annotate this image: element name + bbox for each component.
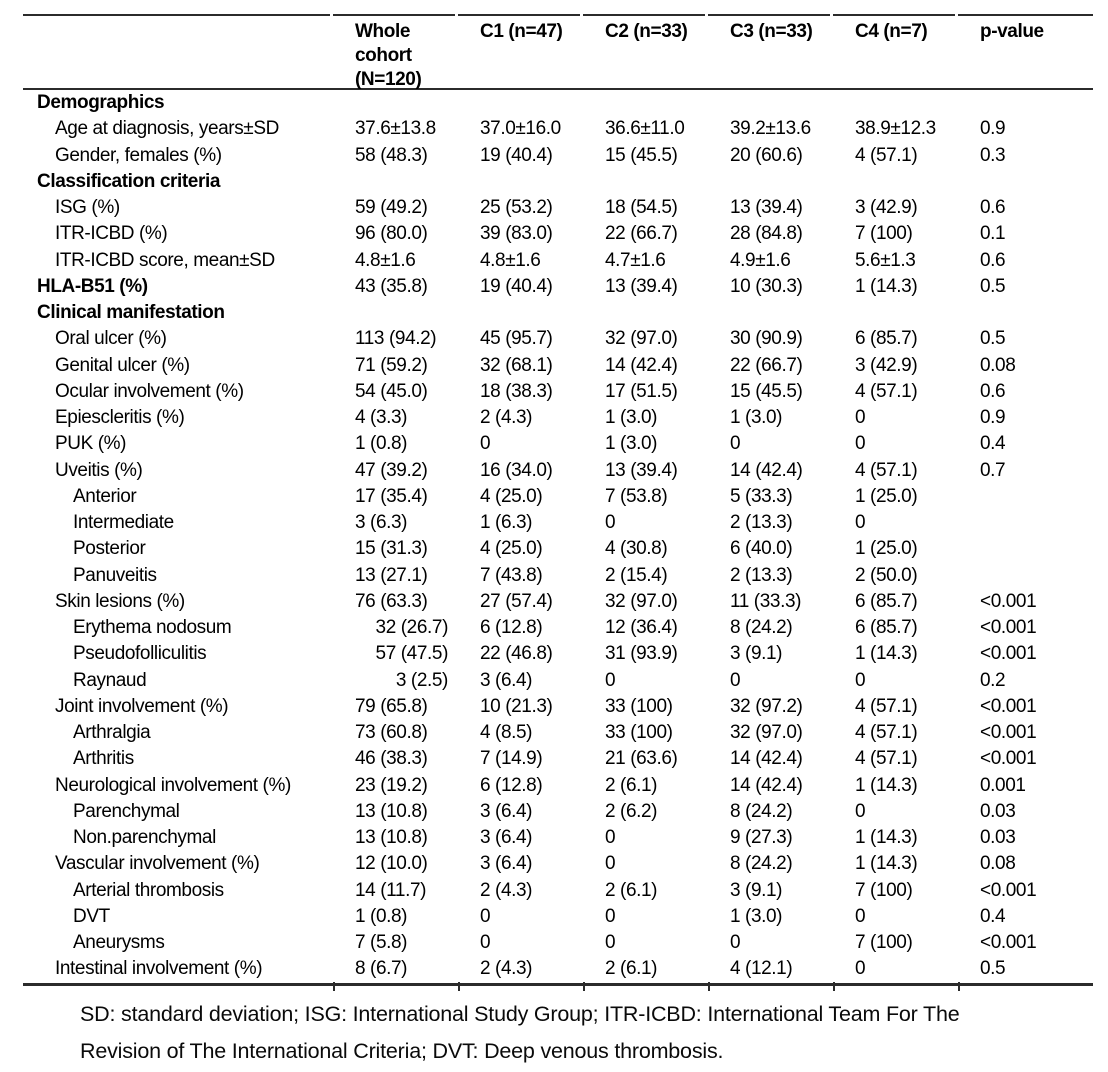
- value-c4: 7 (100): [855, 932, 913, 953]
- value-c1: [458, 300, 583, 326]
- value-c3: 9 (27.3): [730, 827, 793, 848]
- row-label: Clinical manifestation: [37, 302, 225, 323]
- value-c4: [833, 90, 958, 116]
- value-c3: 32 (97.2): [730, 695, 803, 717]
- value-whole-cohort: 46 (38.3): [355, 748, 428, 770]
- value-c2: 36.6±11.0: [605, 118, 685, 140]
- value-c2: [583, 90, 708, 116]
- value-whole-cohort: 73 (60.8): [355, 722, 428, 743]
- value-whole-cohort: 1 (0.8): [355, 905, 408, 927]
- value-p: 0.03: [980, 827, 1016, 848]
- value-c4: 4 (57.1): [855, 695, 918, 717]
- value-c1: 39 (83.0): [480, 223, 553, 245]
- value-c1: 19 (40.4): [480, 275, 553, 297]
- value-c3: 3 (9.1): [730, 879, 783, 901]
- value-whole-cohort: 32 (26.7): [375, 617, 448, 638]
- row-label: Aneurysms: [73, 932, 165, 953]
- value-c2: 31 (93.9): [605, 643, 678, 665]
- value-whole-cohort: 4.8±1.6: [355, 249, 416, 271]
- row-label: Raynaud: [73, 669, 147, 691]
- value-p: 0.9: [980, 407, 1006, 428]
- value-p: 0.5: [980, 275, 1006, 297]
- row-label: Joint involvement (%): [55, 695, 229, 717]
- value-p: 0.08: [980, 853, 1016, 875]
- value-c4: 1 (14.3): [855, 275, 918, 297]
- value-c2: 32 (97.0): [605, 590, 678, 612]
- value-c4: [833, 169, 958, 195]
- table-row: [23, 510, 1093, 536]
- value-c2: 4 (30.8): [605, 538, 668, 560]
- value-c3: 0: [730, 669, 741, 691]
- value-c1: 4 (8.5): [480, 722, 533, 743]
- table-row: [23, 773, 1093, 799]
- value-c2: 4.7±1.6: [605, 249, 666, 271]
- value-c4: 0: [855, 512, 866, 533]
- row-label: Uveitis (%): [55, 459, 143, 481]
- value-c4: 0: [855, 407, 866, 428]
- value-p: 0.5: [980, 328, 1006, 350]
- value-c4: 7 (100): [855, 879, 913, 901]
- value-c4: 1 (14.3): [855, 853, 918, 875]
- value-c3: [708, 169, 833, 195]
- row-label: Intermediate: [73, 512, 174, 533]
- column-header-p-value: p-value: [980, 21, 1044, 42]
- value-c2: 13 (39.4): [605, 459, 678, 481]
- row-label: Panuveitis: [73, 564, 157, 586]
- value-whole-cohort: 59 (49.2): [355, 197, 428, 218]
- value-c2: 2 (6.1): [605, 958, 658, 980]
- value-c2: 1 (3.0): [605, 433, 658, 455]
- value-c1: 27 (57.4): [480, 590, 553, 612]
- value-c2: 13 (39.4): [605, 275, 678, 297]
- value-whole-cohort: 71 (59.2): [355, 354, 428, 376]
- value-p: 0.7: [980, 459, 1006, 481]
- value-c1: 3 (6.4): [480, 669, 533, 691]
- value-whole-cohort: 43 (35.8): [355, 275, 428, 297]
- table-row: [23, 195, 1093, 221]
- value-c1: 37.0±16.0: [480, 118, 561, 140]
- row-label: Oral ulcer (%): [55, 328, 167, 350]
- value-c3: 3 (9.1): [730, 643, 783, 665]
- value-p: <0.001: [980, 748, 1037, 770]
- value-whole-cohort: [333, 300, 458, 326]
- column-divider-tick: [583, 982, 585, 991]
- value-c2: 21 (63.6): [605, 748, 678, 770]
- value-c3: 11 (33.3): [730, 590, 802, 612]
- value-c2: 2 (6.2): [605, 800, 658, 822]
- value-c2: 0: [605, 932, 616, 953]
- table-row: [23, 799, 1093, 825]
- cohort-table: [23, 14, 1093, 986]
- value-c4: 1 (25.0): [855, 538, 918, 560]
- table-body: [23, 90, 1093, 983]
- value-c2: [583, 169, 708, 195]
- value-c1: 2 (4.3): [480, 407, 533, 428]
- value-c2: 0: [605, 905, 616, 927]
- value-c3: [708, 90, 833, 116]
- value-p: 0.001: [980, 774, 1026, 796]
- value-c3: 14 (42.4): [730, 774, 803, 796]
- value-c1: 7 (14.9): [480, 748, 543, 770]
- value-p: 0.9: [980, 118, 1006, 140]
- table-row: [23, 641, 1093, 667]
- value-whole-cohort: 79 (65.8): [355, 695, 428, 717]
- column-header-whole-cohort: Whole cohort (N=120): [355, 21, 422, 90]
- value-p: 0.3: [980, 144, 1006, 166]
- value-whole-cohort: [333, 90, 458, 116]
- value-c3: 30 (90.9): [730, 328, 803, 350]
- value-p: 0.5: [980, 958, 1006, 980]
- row-label: DVT: [73, 905, 110, 927]
- value-c3: 22 (66.7): [730, 354, 803, 376]
- value-p: [958, 563, 1093, 589]
- row-label: Parenchymal: [73, 800, 180, 822]
- table-row: [23, 563, 1093, 589]
- table-row: [23, 694, 1093, 720]
- value-whole-cohort: 37.6±13.8: [355, 118, 436, 140]
- value-c2: 12 (36.4): [605, 617, 678, 638]
- value-c4: 4 (57.1): [855, 722, 918, 743]
- value-c2: 2 (15.4): [605, 564, 668, 586]
- value-c3: 14 (42.4): [730, 459, 803, 481]
- value-c3: 1 (3.0): [730, 407, 783, 428]
- value-c4: 4 (57.1): [855, 459, 918, 481]
- value-p: 0.4: [980, 433, 1006, 455]
- table-row: [23, 536, 1093, 562]
- table-row: [23, 326, 1093, 352]
- value-c2: 0: [605, 853, 616, 875]
- value-c1: [458, 169, 583, 195]
- table-row: [23, 930, 1093, 956]
- value-p: <0.001: [980, 722, 1037, 743]
- value-c4: 1 (14.3): [855, 827, 918, 848]
- value-c3: 15 (45.5): [730, 380, 803, 402]
- value-c2: 14 (42.4): [605, 354, 678, 376]
- value-p: 0.08: [980, 354, 1016, 376]
- value-c1: 0: [480, 932, 491, 953]
- row-label: Posterior: [73, 538, 146, 560]
- value-c3: 0: [730, 433, 741, 455]
- value-p: <0.001: [980, 590, 1037, 612]
- value-c2: 33 (100): [605, 695, 673, 717]
- value-p: [958, 510, 1093, 536]
- value-whole-cohort: 58 (48.3): [355, 144, 428, 166]
- value-c3: 2 (13.3): [730, 512, 793, 533]
- value-c3: 39.2±13.6: [730, 118, 811, 140]
- value-c4: 2 (50.0): [855, 564, 918, 586]
- value-c1: 1 (6.3): [480, 512, 533, 533]
- value-c3: 2 (13.3): [730, 564, 793, 586]
- table-row: [23, 589, 1093, 615]
- value-c4: 4 (57.1): [855, 144, 918, 166]
- table-row: [23, 484, 1093, 510]
- value-c1: 2 (4.3): [480, 958, 533, 980]
- value-c1: 10 (21.3): [480, 695, 553, 717]
- table-footnote: SD: standard deviation; ISG: International Study Group; ITR-ICBD: International Team For The Revision of The International Criteria; DVT: Deep venous thrombosis.: [80, 1002, 960, 1063]
- value-whole-cohort: 12 (10.0): [355, 853, 428, 875]
- value-c1: 4.8±1.6: [480, 249, 541, 271]
- value-p: <0.001: [980, 617, 1037, 638]
- table-row: [23, 405, 1093, 431]
- value-c1: 6 (12.8): [480, 774, 543, 796]
- value-c1: 25 (53.2): [480, 197, 553, 218]
- value-c1: 3 (6.4): [480, 827, 533, 848]
- value-whole-cohort: 13 (10.8): [355, 800, 428, 822]
- row-label: Epiescleritis (%): [55, 407, 185, 428]
- value-p: <0.001: [980, 643, 1037, 665]
- row-label: Demographics: [37, 92, 165, 113]
- value-c1: 6 (12.8): [480, 617, 543, 638]
- value-c1: 2 (4.3): [480, 879, 533, 901]
- table-row: [23, 458, 1093, 484]
- value-whole-cohort: 96 (80.0): [355, 223, 428, 245]
- value-c2: 15 (45.5): [605, 144, 678, 166]
- value-c4: 4 (57.1): [855, 748, 918, 770]
- value-whole-cohort: 14 (11.7): [355, 879, 427, 901]
- row-label: ISG (%): [55, 197, 120, 218]
- value-c4: 4 (57.1): [855, 380, 918, 402]
- table-row: [23, 248, 1093, 274]
- value-c3: [708, 300, 833, 326]
- value-c3: 8 (24.2): [730, 853, 793, 875]
- value-c3: 10 (30.3): [730, 275, 803, 297]
- row-label: Erythema nodosum: [73, 617, 232, 638]
- column-header-c2: C2 (n=33): [605, 21, 688, 42]
- column-divider-tick: [458, 982, 460, 991]
- value-c2: 2 (6.1): [605, 879, 658, 901]
- row-label: Gender, females (%): [55, 144, 222, 166]
- value-c4: [833, 300, 958, 326]
- row-label: PUK (%): [55, 433, 127, 455]
- value-c4: 0: [855, 669, 866, 691]
- value-c3: 13 (39.4): [730, 197, 803, 218]
- row-label: HLA-B51 (%): [37, 275, 148, 297]
- table-row: [23, 825, 1093, 851]
- value-p: 0.6: [980, 249, 1006, 271]
- value-c1: 4 (25.0): [480, 538, 543, 560]
- value-c4: 3 (42.9): [855, 354, 918, 376]
- value-whole-cohort: 54 (45.0): [355, 380, 428, 402]
- value-c4: 6 (85.7): [855, 590, 918, 612]
- value-c3: 8 (24.2): [730, 617, 793, 638]
- value-whole-cohort: 4 (3.3): [355, 407, 408, 428]
- row-label: Age at diagnosis, years±SD: [55, 118, 279, 140]
- value-c1: 3 (6.4): [480, 800, 533, 822]
- table-row: [23, 668, 1093, 694]
- value-whole-cohort: 113 (94.2): [355, 328, 437, 350]
- value-whole-cohort: 13 (10.8): [355, 827, 428, 848]
- row-label: Arthritis: [73, 748, 134, 770]
- value-c3: 1 (3.0): [730, 905, 783, 927]
- value-c1: 18 (38.3): [480, 380, 553, 402]
- value-c1: [458, 90, 583, 116]
- value-p: 0.03: [980, 800, 1016, 822]
- column-header-c4: C4 (n=7): [855, 21, 928, 42]
- table-row: [23, 615, 1093, 641]
- value-c2: 0: [605, 827, 616, 848]
- value-p: [958, 90, 1093, 116]
- table-row: [23, 221, 1093, 247]
- value-whole-cohort: 15 (31.3): [355, 538, 428, 560]
- value-c4: 1 (14.3): [855, 643, 918, 665]
- section-row: [23, 90, 1093, 116]
- value-c1: 45 (95.7): [480, 328, 553, 350]
- value-c2: 22 (66.7): [605, 223, 678, 245]
- value-c4: 38.9±12.3: [855, 118, 936, 140]
- column-header-c3: C3 (n=33): [730, 21, 813, 42]
- value-whole-cohort: 23 (19.2): [355, 774, 428, 796]
- value-c4: 7 (100): [855, 223, 913, 245]
- value-c2: 1 (3.0): [605, 407, 658, 428]
- row-label: Non.parenchymal: [73, 827, 216, 848]
- table-row: [23, 956, 1093, 982]
- value-c4: 6 (85.7): [855, 617, 918, 638]
- value-c2: 33 (100): [605, 722, 673, 743]
- value-c2: 7 (53.8): [605, 485, 668, 507]
- column-divider-tick: [833, 982, 835, 991]
- section-row: [23, 169, 1093, 195]
- value-c1: 16 (34.0): [480, 459, 553, 481]
- value-c4: 3 (42.9): [855, 197, 918, 218]
- value-c3: 4.9±1.6: [730, 249, 791, 271]
- table-row: [23, 720, 1093, 746]
- value-whole-cohort: 57 (47.5): [375, 643, 448, 665]
- row-label: Genital ulcer (%): [55, 354, 190, 376]
- column-divider-tick: [708, 982, 710, 991]
- row-label: Arterial thrombosis: [73, 879, 224, 901]
- value-c3: 5 (33.3): [730, 485, 793, 507]
- value-p: 0.6: [980, 380, 1006, 402]
- row-label: Skin lesions (%): [55, 590, 185, 612]
- value-whole-cohort: 1 (0.8): [355, 433, 408, 455]
- table-row: [23, 851, 1093, 877]
- column-header-c1: C1 (n=47): [480, 21, 563, 42]
- value-c1: 0: [480, 433, 491, 455]
- value-p: [958, 169, 1093, 195]
- value-c3: 28 (84.8): [730, 223, 803, 245]
- row-label: Classification criteria: [37, 170, 220, 192]
- row-label: Pseudofolliculitis: [73, 643, 207, 665]
- row-label: Ocular involvement (%): [55, 380, 244, 402]
- value-c1: 32 (68.1): [480, 354, 553, 376]
- value-whole-cohort: 8 (6.7): [355, 958, 408, 980]
- value-whole-cohort: 3 (2.5): [395, 669, 448, 691]
- value-p: [958, 484, 1093, 510]
- value-p: [958, 536, 1093, 562]
- value-c2: [583, 300, 708, 326]
- value-c1: 4 (25.0): [480, 485, 543, 507]
- row-label: ITR-ICBD score, mean±SD: [55, 249, 275, 271]
- value-p: 0.6: [980, 197, 1006, 218]
- table-row: [23, 431, 1093, 457]
- row-label: Vascular involvement (%): [55, 853, 260, 875]
- value-whole-cohort: [333, 169, 458, 195]
- value-c4: 0: [855, 800, 866, 822]
- row-label: ITR-ICBD (%): [55, 223, 168, 245]
- value-p: <0.001: [980, 695, 1037, 717]
- value-c1: 3 (6.4): [480, 853, 533, 875]
- row-label: Arthralgia: [73, 722, 151, 743]
- row-label: Anterior: [73, 485, 137, 507]
- value-c3: 4 (12.1): [730, 958, 793, 980]
- section-row: [23, 274, 1093, 300]
- value-c2: 32 (97.0): [605, 328, 678, 350]
- table-row: [23, 904, 1093, 930]
- value-c3: 8 (24.2): [730, 800, 793, 822]
- value-c4: 1 (25.0): [855, 485, 918, 507]
- value-whole-cohort: 76 (63.3): [355, 590, 428, 612]
- value-c4: 1 (14.3): [855, 774, 918, 796]
- value-c2: 0: [605, 512, 616, 533]
- value-c3: 20 (60.6): [730, 144, 803, 166]
- value-c2: 17 (51.5): [605, 380, 678, 402]
- value-p: 0.4: [980, 905, 1006, 927]
- value-c2: 0: [605, 669, 616, 691]
- section-row: [23, 300, 1093, 326]
- value-whole-cohort: 3 (6.3): [355, 512, 408, 533]
- column-divider-tick: [333, 982, 335, 991]
- table-row: [23, 746, 1093, 772]
- value-c3: 6 (40.0): [730, 538, 793, 560]
- value-c4: 6 (85.7): [855, 328, 918, 350]
- value-p: [958, 300, 1093, 326]
- table-row: [23, 143, 1093, 169]
- value-whole-cohort: 7 (5.8): [355, 932, 408, 953]
- value-c1: 22 (46.8): [480, 643, 553, 665]
- value-c4: 0: [855, 958, 866, 980]
- value-c4: 5.6±1.3: [855, 249, 916, 271]
- value-whole-cohort: 47 (39.2): [355, 459, 428, 481]
- table-bottom-rule: [23, 983, 1093, 986]
- value-c2: 18 (54.5): [605, 197, 678, 218]
- value-c1: 19 (40.4): [480, 144, 553, 166]
- value-c2: 2 (6.1): [605, 774, 658, 796]
- value-c3: 14 (42.4): [730, 748, 803, 770]
- table-row: [23, 116, 1093, 142]
- header-row-label-spacer: [23, 16, 333, 92]
- value-c4: 0: [855, 905, 866, 927]
- table-row: [23, 379, 1093, 405]
- value-p: 0.1: [980, 223, 1006, 245]
- value-whole-cohort: 17 (35.4): [355, 485, 428, 507]
- value-c1: 7 (43.8): [480, 564, 543, 586]
- value-whole-cohort: 13 (27.1): [355, 564, 428, 586]
- value-p: <0.001: [980, 932, 1037, 953]
- row-label: Intestinal involvement (%): [55, 958, 263, 980]
- value-c1: 0: [480, 905, 491, 927]
- row-label: Neurological involvement (%): [55, 774, 291, 796]
- column-divider-tick: [958, 982, 960, 991]
- table-row: [23, 878, 1093, 904]
- table-header-row: [23, 16, 1093, 90]
- value-p: 0.2: [980, 669, 1006, 691]
- value-p: <0.001: [980, 879, 1037, 901]
- value-c4: 0: [855, 433, 866, 455]
- value-c3: 32 (97.0): [730, 722, 803, 743]
- value-c3: 0: [730, 932, 741, 953]
- table-row: [23, 353, 1093, 379]
